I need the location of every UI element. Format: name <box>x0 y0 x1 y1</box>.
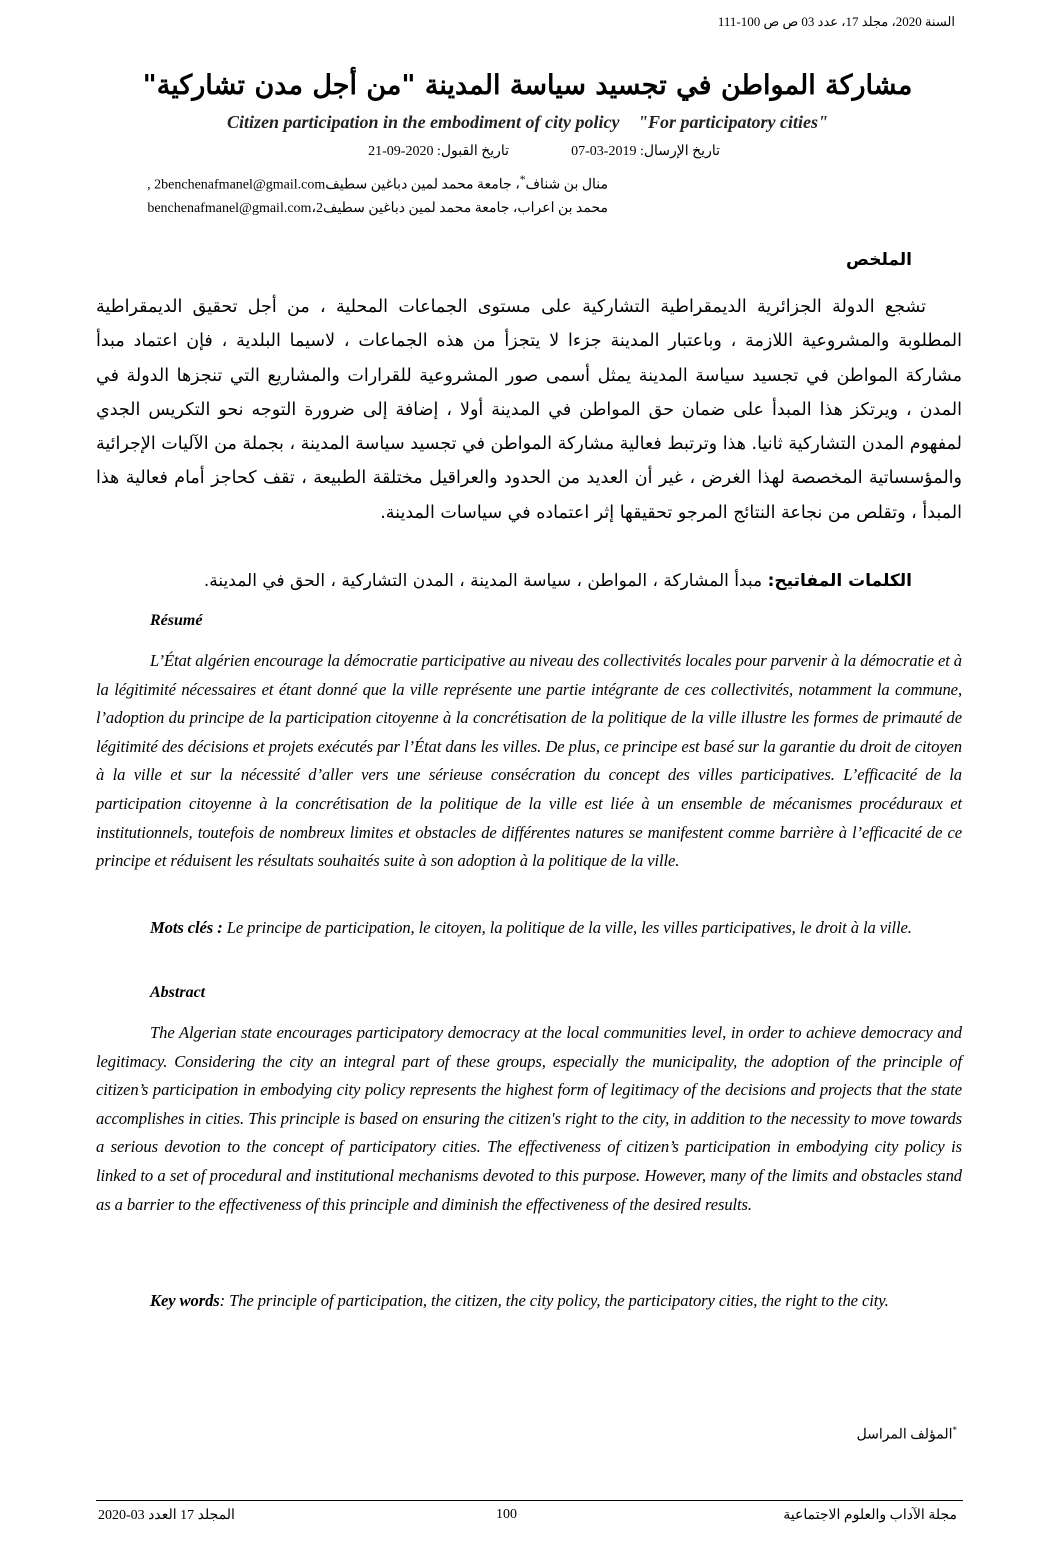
footnote <box>857 1425 957 1444</box>
footer-page-number: 100 <box>496 1507 517 1522</box>
author-1 <box>147 173 608 194</box>
arabic-keywords-list: مبدأ المشاركة ، المواطن ، سياسة المدينة ، المدن التشاركية ، الحق في المدينة. <box>203 571 768 591</box>
french-keywords-list: Le principe de participation, le citoyen, la politique de la ville, les villes participatives, le droit à la ville. <box>222 918 912 937</box>
submitted-label: تاريخ الإرسال: <box>639 144 720 159</box>
author-1-trailing: , <box>147 177 155 193</box>
english-keywords-list: : The principle of participation, the citizen, the city policy, the participatory cities, the right to the city. <box>219 1291 889 1310</box>
title-english <box>0 112 1055 133</box>
author-2-name: محمد بن اعراب، جامعة محمد لمين دباغين سطيف2، <box>311 201 608 216</box>
running-head: السنة 2020، مجلد 17، عدد 03 ص ص 100-111 <box>717 14 955 29</box>
footer-rule <box>96 1500 963 1501</box>
resume-body: L’État algérien encourage la démocratie participative au niveau des collectivités locales pour parvenir à la démocratie et à la légitimité nécessaires et étant donné que la ville représente une partie intégrante de ces collectivités, notamment la commune, l’adoption du principe de la participation citoyenne à la concrétisation de la politique de la ville illustre les formes de primauté de légitimité des décisions et projets exécutés par l’État dans les villes. De plus, ce principe est basé sur la garantie du droit de citoyen à la ville et sur la nécessité d’aller vers une sérieuse consécration du concept des villes participatives. L’efficacité de la participation citoyenne à la concrétisation de la politique de la ville est liée à un ensemble de mécanismes procéduraux et institutionnels, toutefois de nombreux limites et obstacles de différentes natures se manifestent comme barrière à l’efficacité de ce principe et réduisent les résultats souhaités suite à son adoption à la politique de la ville. <box>96 651 962 871</box>
arabic-abstract-heading: الملخص <box>846 250 912 270</box>
arabic-keywords <box>204 571 912 591</box>
author-2 <box>147 200 608 217</box>
corresponding-marker: * <box>519 173 526 186</box>
abstract-body: The Algerian state encourages participatory democracy at the local communities level, in order to achieve democracy and legitimacy. Considering the city an integral part of these groups, especially the municipality, the adoption of the principle of citizen’s participation in embodying city policy represents the highest form of legitimacy of the decisions and projects that the state accomplishes in cities. This principle is based on ensuring the citizen's right to the city, in addition to the necessity to move towards a serious devotion to the concept of participatory cities. The effectiveness of citizen’s participation in embodying city policy is linked to a set of procedural and institutional mechanisms devoted to this purpose. However, many of the limits and obstacles stand as a barrier to the effectiveness of this principle and diminish the effectiveness of the desired results. <box>96 1023 962 1214</box>
title-english-subtitle: "For participatory cities" <box>638 112 828 132</box>
accepted-date: 2020-09-21 <box>368 144 434 159</box>
author-2-email[interactable]: benchenafmanel@gmail.com <box>147 201 312 216</box>
submission-dates <box>368 143 720 160</box>
submitted-date: 2019-03-07 <box>571 144 637 159</box>
footer-volume-issue: المجلد 17 العدد 03-2020 <box>98 1508 235 1523</box>
footnote-text: المؤلف المراسل <box>856 1427 953 1443</box>
accepted-label: تاريخ القبول: <box>436 144 510 159</box>
arabic-keywords-label: الكلمات المفاتيح: <box>767 571 912 591</box>
title-arabic: مشاركة المواطن في تجسيد سياسة المدينة "من أجل مدن تشاركية" <box>142 70 913 101</box>
french-keywords-label: Mots clés : <box>150 918 223 937</box>
french-keywords <box>96 914 962 943</box>
resume-heading: Résumé <box>150 612 203 629</box>
title-english-main: Citizen participation in the embodiment of city policy <box>227 112 620 132</box>
author-1-email[interactable]: benchenafmanel@gmail.com <box>161 177 326 193</box>
footer-journal-name: مجلة الآداب والعلوم الاجتماعية <box>783 1508 957 1523</box>
author-1-affiliation: ، جامعة محمد لمين دباغين سطيف2 <box>154 177 520 193</box>
abstract-heading: Abstract <box>150 984 206 1001</box>
english-keywords <box>96 1287 962 1316</box>
author-1-name: منال بن شناف <box>525 177 608 193</box>
english-keywords-label: Key words <box>150 1291 220 1310</box>
arabic-abstract-body: تشجع الدولة الجزائرية الديمقراطية التشاركية على مستوى الجماعات المحلية ، من أجل تحقيق الديمقراطية المطلوبة والمشروعية اللازمة ، وباعتبار المدينة جزءا لا يتجزأ من هذه الجماعات ، لاسيما البلدية ، فإن اعتماد مبدأ مشاركة المواطن في تجسيد سياسة المدينة يمثل أسمى صور المشروعية للقرارات والمشاريع التي تنجزها الدولة في المدن ، ويرتكز هذا المبدأ على ضمان حق المواطن في المدينة أولا ، إضافة إلى ضرورة التوجه نحو التكريس الجدي لمفهوم المدن التشاركية ثانيا. هذا وترتبط فعالية مشاركة المواطن في تجسيد سياسة المدينة ، بجملة من الآليات الإجرائية والمؤسساتية المخصصة لهذا الغرض ، غير أن العديد من الحدود والعراقيل مختلقة الطبيعة ، تقف كحاجز أمام فعالية هذا المبدأ ، وتقلص من نجاعة النتائج المرجو تحقيقها إثر اعتماده في سياسات المدينة. <box>96 297 962 523</box>
footnote-marker: * <box>952 1425 957 1435</box>
